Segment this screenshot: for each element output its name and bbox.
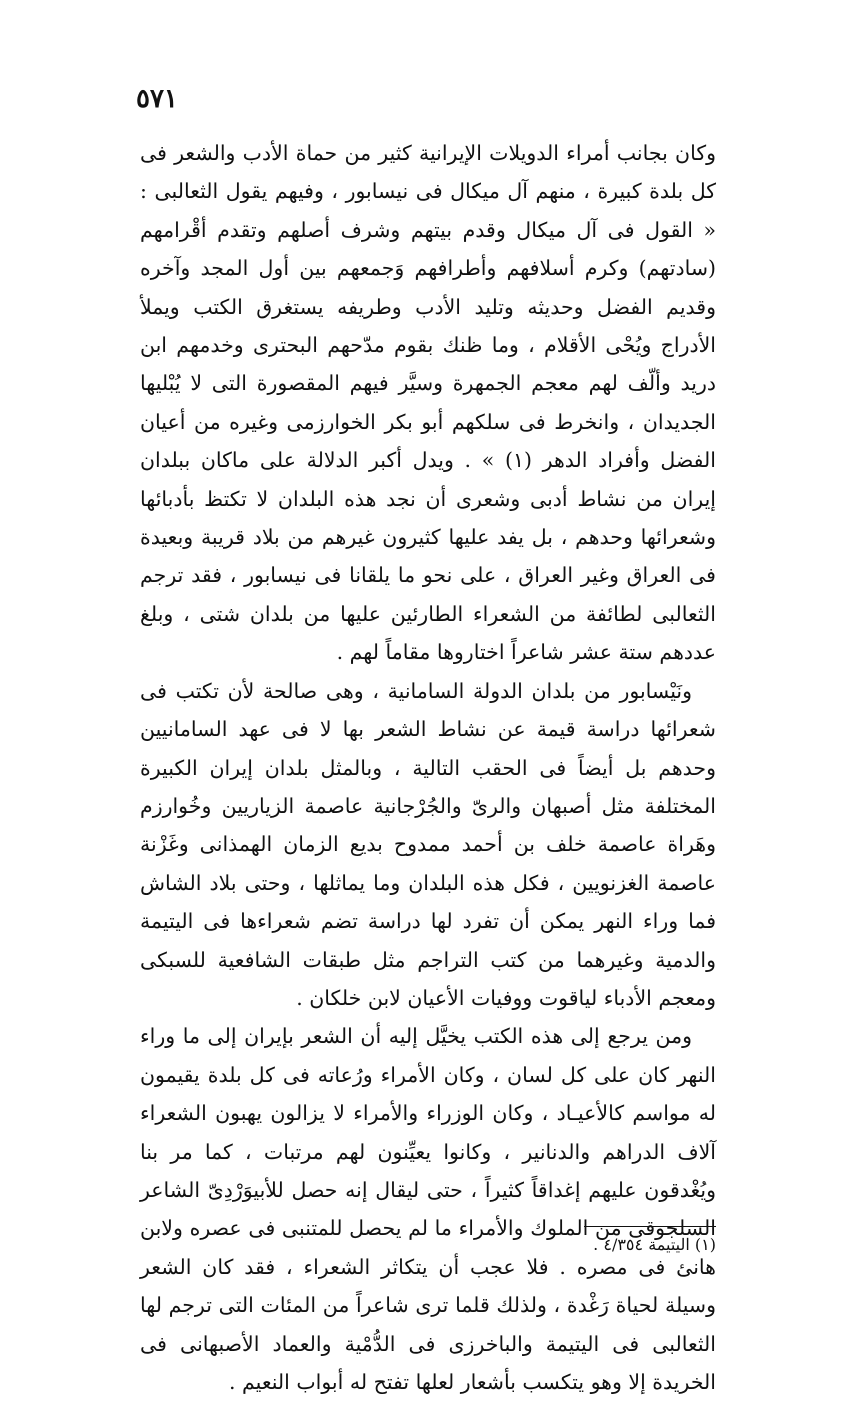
body-text	[140, 134, 716, 1401]
footnote: (١) اليتيمة ٤/٣٥٤ .	[593, 1235, 716, 1254]
footnote-divider	[584, 1226, 716, 1227]
paragraph-2: ونَيْسابور من بلدان الدولة السامانية ، وهى صالحة لأن تكتب فى شعرائها دراسة قيمة عن نشاط الشعر بها لا فى عهد السامانيين وحدهم بل أيضاً فى الحقب التالية ، وبالمثل بلدان إيران الكبيرة المختلفة مثل أصبهان والرىّ والجُرْجانية عاصمة الزياريين وخُوارزم وهَراة عاصمة خلف بن أحمد ممدوح بديع الزمان الهمذانى وغَزْنة عاصمة الغزنويين ، فكل هذه البلدان وما يماثلها ، وحتى بلاد الشاش فما وراء النهر يمكن أن تفرد لها دراسة تضم شعراءها فى اليتيمة والدمية وغيرهما من كتب التراجم مثل طبقات الشافعية للسبكى ومعجم الأدباء لياقوت ووفيات الأعيان لابن خلكان .	[140, 678, 716, 1010]
paragraph-3: ومن يرجع إلى هذه الكتب يخيَّل إليه أن الشعر بإيران إلى ما وراء النهر كان على كل لسان ، وكان الأمراء ورُعاته فى كل بلدة يقيمون له مواسم كالأعيـاد ، وكان الوزراء والأمراء لا يزالون يهبون الشعراء آلاف الدراهم والدنانير ، وكانوا يعيِّنون لهم مرتبات ، كما مر بنا ويُغْدقون عليهم إغداقاً كثيراً ، حتى ليقال إنه حصل للأبيوَرْدِىّ الشاعر السلجوقى من الملوك والأمراء ما لم يحصل للمتنبى فى عصره ولابن هانئ فى مصره . فلا عجب أن يتكاثر الشعراء ، فقد كان الشعر وسيلة لحياة رَغْدة ، ولذلك قلما ترى شاعراً من المئات التى ترجم لها الثعالبى فى اليتيمة والباخرزى فى الدُّمْية والعماد الأصبهانى فى الخريدة إلا وهو يتكسب بأشعار لعلها تفتح له أبواب النعيم .	[140, 1024, 716, 1394]
paragraph-1: وكان بجانب أمراء الدويلات الإيرانية كثير من حماة الأدب والشعر فى كل بلدة كبيرة ، منهم آل ميكال فى نيسابور ، وفيهم يقول الثعالبى : « القول فى آل ميكال وقدم بيتهم وشرف أصلهم وتقدم أقْرامهم (سادتهم) وكرم أسلافهم وأطرافهم وَجمعهم بين أول المجد وآخره وقديم الفضل وحديثه وتليد الأدب وطريفه يستغرق الكتب ويملأ الأدراج ويُحْى الأقلام ، وما ظنك بقوم مدّحهم البحترى وخدمهم ابن دريد وألّف لهم معجم الجمهرة وسيَّر فيهم المقصورة التى لا يُبْليها الجديدان ، وانخرط فى سلكهم أبو بكر الخوارزمى وغيره من أعيان الفضل وأفراد الدهر (١) » . ويدل أكبر الدلالة على ماكان ببلدان إيران من نشاط أدبى وشعرى أن نجد هذه البلدان لا تكتظ بأدبائها وشعرائها وحدهم ، بل يفد عليها كثيرون غيرهم من بلاد قريبة وبعيدة فى العراق وغير العراق ، على نحو ما يلقانا فى نيسابور ، فقد ترجم الثعالبى لطائفة من الشعراء الطارئين عليها من بلدان شتى ، وبلغ عددهم ستة عشر شاعراً اختاروها مقاماً لهم .	[140, 141, 716, 665]
page-number: ٥٧١	[136, 84, 178, 114]
